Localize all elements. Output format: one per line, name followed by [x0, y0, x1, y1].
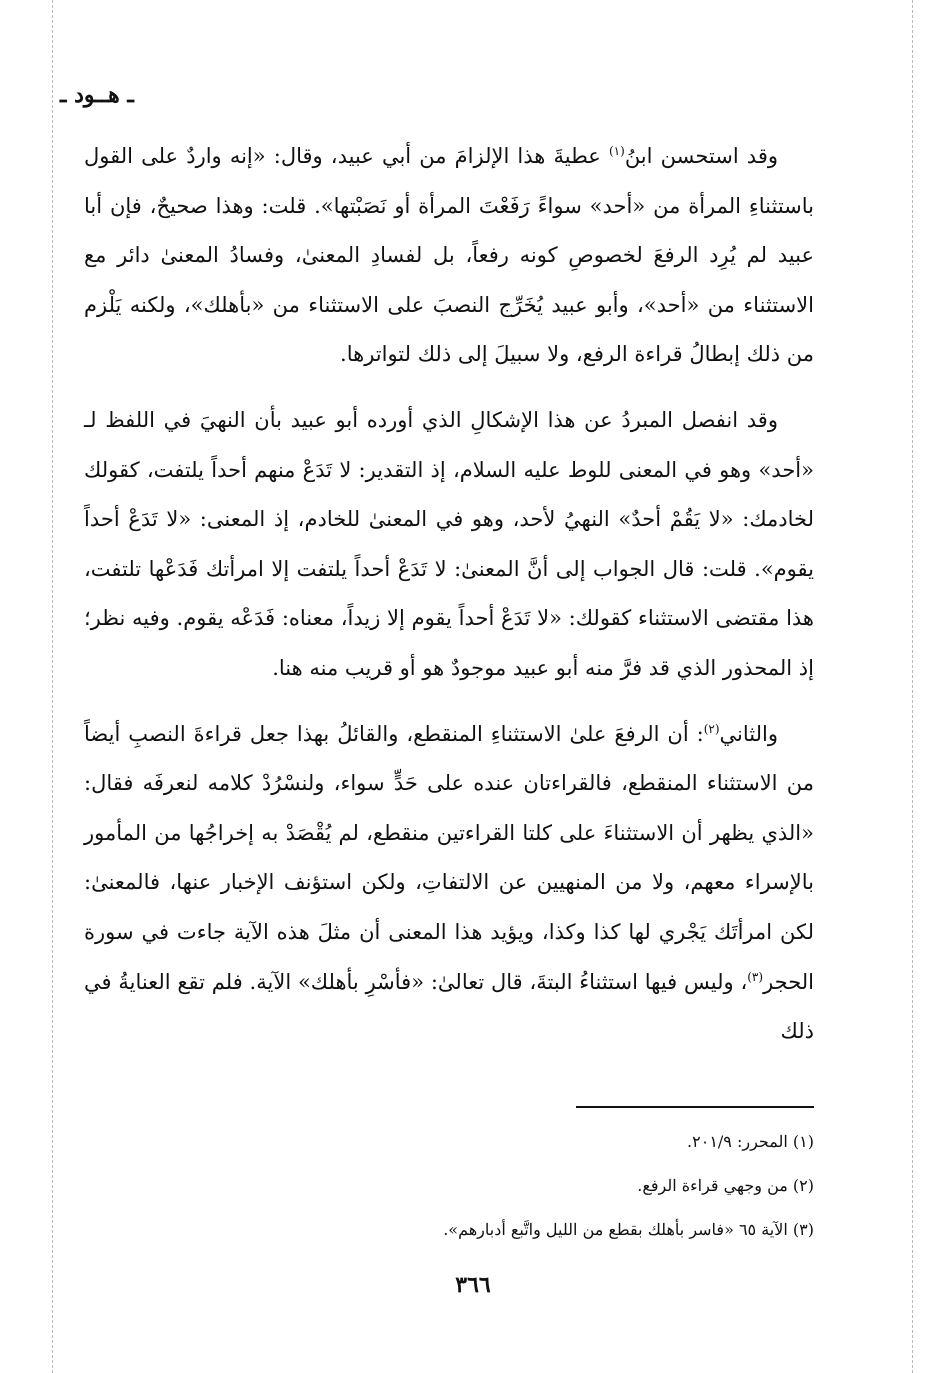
- paragraph-1-text-a: وقد استحسن ابنُ: [624, 144, 778, 168]
- paragraph-3-text-a: والثاني: [719, 721, 778, 746]
- paragraph-3-text-c: ، وليس فيها استثناءُ البتةَ، قال تعالىٰ: «فأسْرِ بأهلك» الآية. فلم تقع العنايةُ في ذلك: [84, 969, 814, 1044]
- paragraph-2-text: وقد انفصل المبردُ عن هذا الإشكالِ الذي أورده أبو عبيد بأن النهيَ في اللفظ لـ «أحد» وهو في المعنى للوط عليه السلام، إذ التقدير: لا تَدَعْ منهم أحداً يلتفت، كقولك لخادمك: «لا يَقُمْ أحدٌ» النهيُ لأحد، وهو في المعنىٰ للخادم، إذ المعنى: «لا تَدَعْ أحداً يقوم». قلت: قال الجواب إلى أنَّ المعنىٰ: لا تَدَعْ أحداً يلتفت إلا امرأتك فَدَعْها تلتفت، هذا مقتضى الاستثناء كقولك: «لا تَدَعْ أحداً يقوم إلا زيداً، معناه: فَدَعْه يقوم. وفيه نظر؛ إذ المحذور الذي قد فرَّ منه أبو عبيد موجودٌ هو أو قريب منه هنا.: [84, 407, 814, 680]
- footnotes: [300, 1120, 814, 1252]
- paragraph-3-text-b: : أن الرفعَ علىٰ الاستثناءِ المنقطع، والقائلُ بهذا جعل قراءةَ النصبِ أيضاً من الاستثناء المنقطع، فالقراءتان عنده على حَدٍّ سواء، ولنسْرُدْ كلامه لنعرفَه فقال: «الذي يظهر أن الاستثناءَ على كلتا القراءتين منقطع، لم يُقْصَدْ به إخراجُها من المأمور بالإسراء معهم، ولا من المنهيين عن الالتفاتِ، ولكن استؤنف الإخبار عنها، فالمعنىٰ: لكن امرأتَك يَجْري لها كذا وكذا، ويؤيد هذا المعنى أن مثلَ هذه الآية جاءت في سورة الحجر: [84, 721, 814, 994]
- page-number: ٣٦٦: [455, 1272, 491, 1298]
- paragraph-2: [84, 396, 814, 694]
- footnote-2: (٢) من وجهي قراءة الرفع.: [637, 1176, 814, 1195]
- paragraph-3: [84, 710, 814, 1057]
- left-margin-guide: [52, 0, 53, 1373]
- right-margin-guide: [912, 0, 913, 1373]
- footnote-ref-2: (٢): [703, 721, 720, 736]
- footnote-separator: [576, 1106, 814, 1108]
- running-header: ـ هــود ـ: [60, 82, 134, 108]
- paragraph-1: [84, 132, 814, 380]
- footnote-1: (١) المحرر: ٢٠١/٩.: [687, 1132, 814, 1151]
- footnote-3: (٣) الآية ٦٥ «فاسر بأهلك بقطع من الليل واتَّبع أدبارهم».: [443, 1220, 814, 1239]
- paragraph-1-text-b: عطيةَ هذا الإلزامَ من أبي عبيد، وقال: «إنه واردٌ على القول باستثناءِ المرأة من «أحد» سواءً رَفَعْتَ المرأة أو نَصَبْتها». قلت: وهذا صحيحٌ، فإن أبا عبيد لم يُرِد الرفعَ لخصوصِ كونه رفعاً، بل لفسادِ المعنىٰ، وفسادُ المعنىٰ دائر مع الاستثناء من «أحد»، وأبو عبيد يُخَرِّج النصبَ على الاستثناء من «بأهلك»، ولكنه يَلْزم من ذلك إبطالُ قراءة الرفع، ولا سبيلَ إلى ذلك لتواترها.: [84, 144, 814, 367]
- main-text: [84, 132, 814, 1073]
- footnote-ref-1: (١): [608, 144, 625, 158]
- footnote-ref-3: (٣): [747, 969, 764, 984]
